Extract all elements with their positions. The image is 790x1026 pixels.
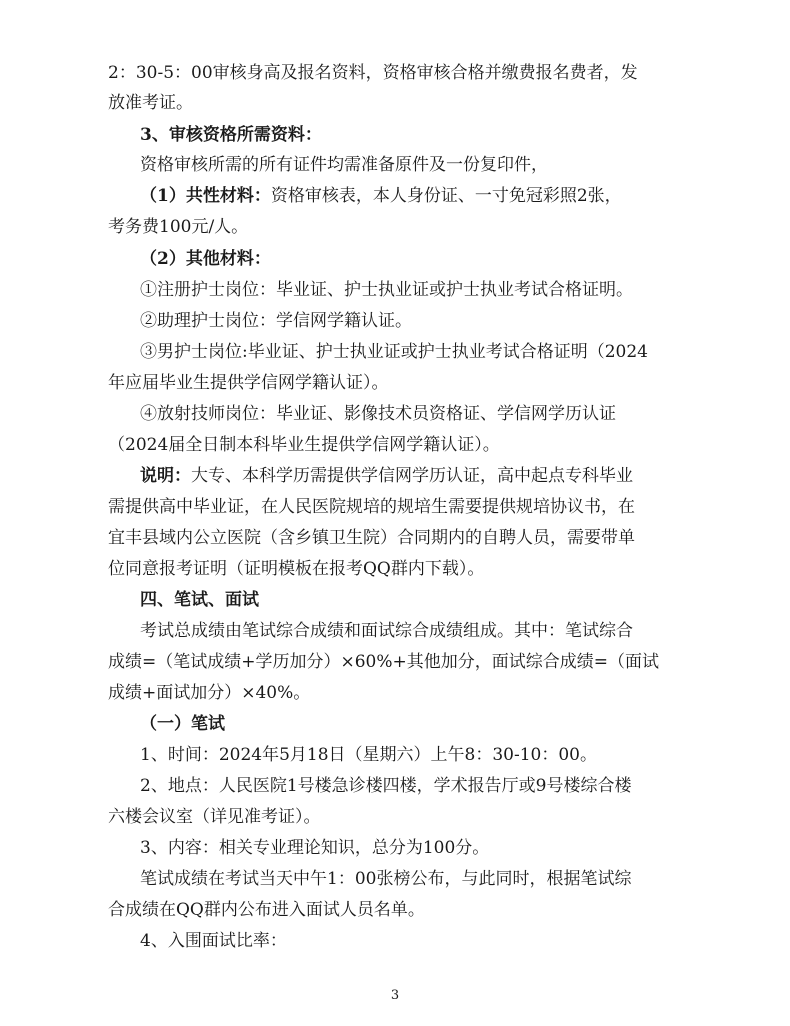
text-line: 笔试成绩在考试当天中午1：00张榜公布，与此同时，根据笔试综: [140, 869, 632, 889]
subheading: （2）其他材料：: [140, 249, 271, 269]
text-line: [140, 185, 622, 207]
text-line: 2、地点：人民医院1号楼急诊楼四楼，学术报告厅或9号楼综合楼: [140, 776, 632, 796]
text-line: 成绩=（笔试成绩+学历加分）×60%+其他加分，面试综合成绩=（面试: [108, 652, 660, 672]
text-line: 年应届毕业生提供学信网学籍认证）。: [108, 373, 389, 393]
text-line: 3、内容：相关专业理论知识，总分为100分。: [140, 838, 490, 858]
section-heading: 四、笔试、面试: [140, 590, 259, 610]
text-line: 六楼会议室（详见准考证）。: [108, 807, 321, 827]
text-line: 1、时间：2024年5月18日（星期六）上午8：30-10：00。: [140, 745, 597, 765]
text-span: 资格审核表，本人身份证、一寸免冠彩照2张，: [270, 186, 622, 206]
section-heading: 3、审核资格所需资料：: [140, 125, 322, 145]
text-line: 2：30-5：00审核身高及报名资料，资格审核合格并缴费报名费者，发: [108, 63, 638, 83]
subheading-label: （1）共性材料：: [140, 186, 271, 206]
list-item: ④放射技师岗位：毕业证、影像技术员资格证、学信网学历认证: [140, 404, 616, 424]
page-number: 3: [390, 988, 400, 1003]
text-line: 合成绩在QQ群内公布进入面试人员名单。: [108, 900, 425, 920]
list-item: ①注册护士岗位：毕业证、护士执业证或护士执业考试合格证明。: [140, 280, 633, 300]
text-line: 宜丰县域内公立医院（含乡镇卫生院）合同期内的自聘人员，需要带单: [108, 528, 635, 548]
text-line: （2024届全日制本科毕业生提供学信网学籍认证）。: [108, 435, 500, 455]
note-label: 说明：: [140, 466, 191, 486]
list-item: ③男护士岗位:毕业证、护士执业证或护士执业考试合格证明（2024: [140, 342, 648, 362]
text-line: 考务费100元/人。: [108, 217, 249, 237]
text-line: 资格审核所需的所有证件均需准备原件及一份复印件，: [140, 155, 548, 175]
list-item: ②助理护士岗位：学信网学籍认证。: [140, 311, 412, 331]
text-line: 需提供高中毕业证，在人民医院规培的规培生需要提供规培协议书，在: [108, 497, 635, 517]
subheading: （一）笔试: [140, 714, 225, 734]
text-line: 考试总成绩由笔试综合成绩和面试综合成绩组成。其中：笔试综合: [140, 621, 633, 641]
text-span: 大专、本科学历需提供学信网学历认证，高中起点专科毕业: [191, 466, 633, 486]
text-line: 4、入围面试比率：: [140, 931, 287, 951]
text-line: 成绩+面试加分）×40%。: [108, 683, 311, 703]
text-line: [140, 465, 633, 487]
text-line: 位同意报考证明（证明模板在报考QQ群内下载）。: [108, 559, 485, 579]
text-line: 放准考证。: [108, 93, 193, 113]
